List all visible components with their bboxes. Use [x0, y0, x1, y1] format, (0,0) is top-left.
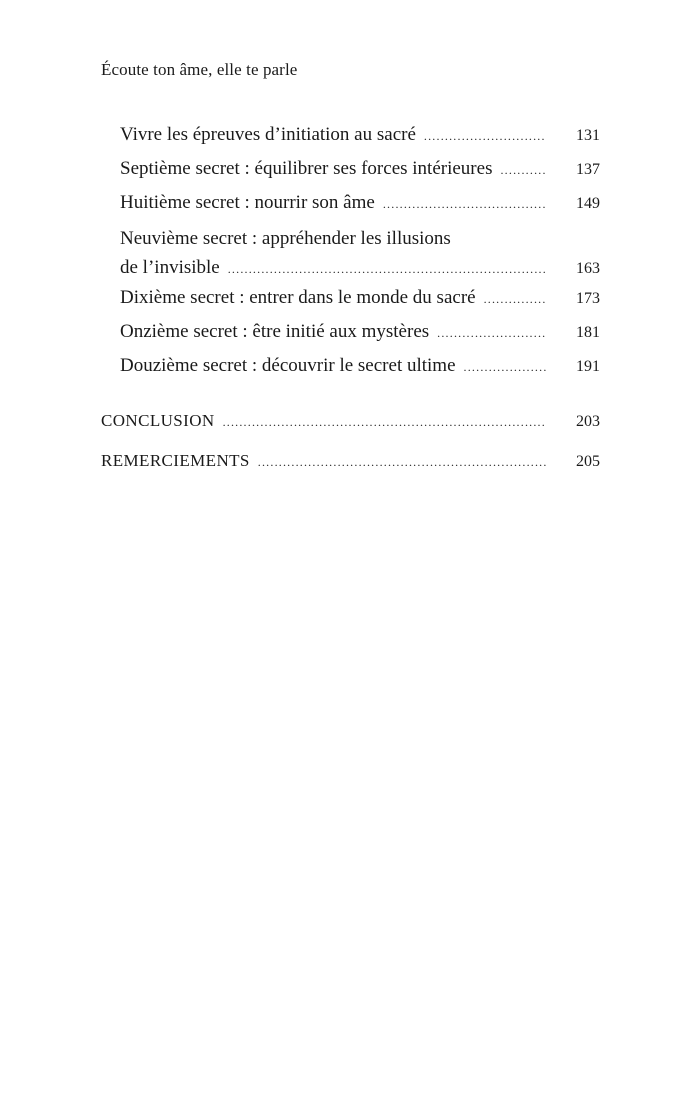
leader-dots [424, 122, 546, 151]
toc-entry-title: REMERCIEMENTS [101, 451, 250, 470]
toc-entry[interactable] [120, 120, 600, 151]
toc-entry-title: Douzième secret : découvrir le secret ultime [120, 355, 456, 376]
toc-entry-title: Septième secret : équilibrer ses forces intérieures [120, 158, 493, 179]
toc-entry-title-line1: Neuvième secret : appréhender les illusions [120, 228, 451, 249]
leader-dots [383, 190, 546, 219]
toc-entry[interactable] [120, 188, 600, 219]
toc-entry-title: CONCLUSION [101, 411, 215, 430]
toc-entry-page: 191 [576, 358, 600, 375]
leader-dots [258, 448, 546, 477]
toc-entry[interactable] [120, 224, 600, 284]
toc-entry-remerciements[interactable] [101, 446, 600, 477]
toc-entry-title: Vivre les épreuves d’initiation au sacré [120, 124, 416, 145]
toc-entry-page: 131 [576, 127, 600, 144]
leader-dots [464, 353, 546, 382]
leader-dots [500, 156, 546, 185]
toc-entry-page: 181 [576, 324, 600, 341]
toc-entry-page: 205 [576, 453, 600, 470]
toc-entry-page: 173 [576, 290, 600, 307]
toc-entry-page: 163 [576, 260, 600, 277]
toc-entry-title: Dixième secret : entrer dans le monde du sacré [120, 287, 476, 308]
toc-entry[interactable] [120, 283, 600, 314]
toc-entry-page: 149 [576, 195, 600, 212]
leader-dots [223, 408, 546, 437]
toc-entry-page: 203 [576, 413, 600, 430]
leader-dots [484, 285, 546, 314]
toc-entry-page: 137 [576, 161, 600, 178]
toc-entry-conclusion[interactable] [101, 406, 600, 437]
running-header: Écoute ton âme, elle te parle [101, 60, 298, 79]
leader-dots [437, 319, 546, 348]
leader-dots [228, 255, 546, 284]
toc-entry[interactable] [120, 154, 600, 185]
toc-entry[interactable] [120, 351, 600, 382]
toc-entry[interactable] [120, 317, 600, 348]
toc-entry-title: Huitième secret : nourrir son âme [120, 192, 375, 213]
toc-entry-title: Onzième secret : être initié aux mystères [120, 321, 430, 342]
toc-entry-title-line2: de l’invisible [120, 257, 220, 278]
